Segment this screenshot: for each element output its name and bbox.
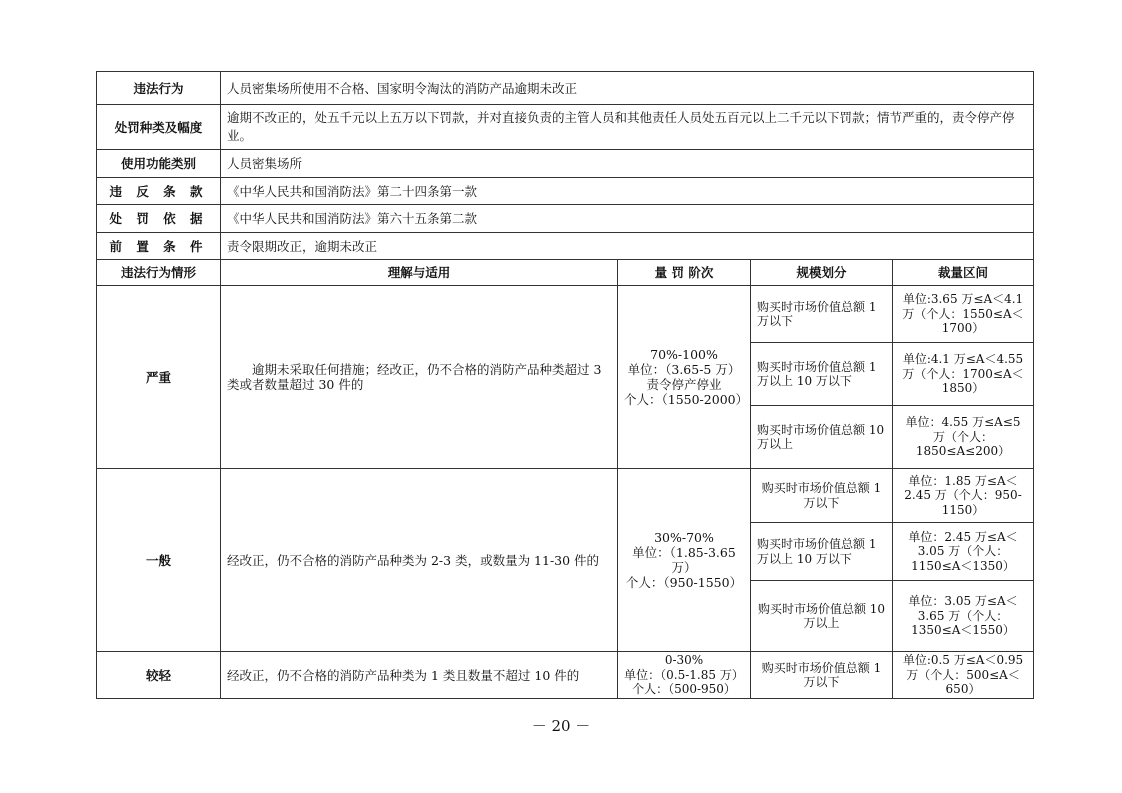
scale-cell: 购买时市场价值总额 1 万以下 — [751, 286, 893, 343]
header-situation: 违法行为情形 — [97, 260, 221, 286]
info-label: 使用功能类别 — [97, 150, 221, 178]
header-application: 理解与适用 — [221, 260, 618, 286]
info-row — [97, 205, 1034, 233]
info-label: 前 置 条 件 — [97, 233, 221, 260]
penalty-standard-table — [96, 71, 1034, 699]
tier-situation: 严重 — [97, 286, 221, 469]
scale-cell: 购买时市场价值总额 1 万以下 — [751, 469, 893, 523]
range-cell: 单位：4.55 万≤A≤5 万（个人：1850≤A≤200） — [893, 406, 1034, 469]
info-label: 违法行为 — [97, 72, 221, 105]
tier-situation: 较轻 — [97, 652, 221, 699]
info-value: 人员密集场所使用不合格、国家明令淘汰的消防产品逾期未改正 — [221, 72, 1034, 105]
info-value: 责令限期改正，逾期未改正 — [221, 233, 1034, 260]
scale-cell: 购买时市场价值总额 1 万以上 10 万以下 — [751, 523, 893, 581]
range-cell: 单位:3.65 万≤A＜4.1 万（个人：1550≤A＜1700） — [893, 286, 1034, 343]
scale-cell: 购买时市场价值总额 1 万以上 10 万以下 — [751, 343, 893, 406]
info-row — [97, 178, 1034, 205]
tier-penalty: 0-30% 单位：（0.5-1.85 万） 个人：（500-950） — [618, 652, 751, 699]
info-label: 处罚种类及幅度 — [97, 105, 221, 150]
range-cell: 单位：3.05 万≤A＜3.65 万（个人：1350≤A＜1550） — [893, 581, 1034, 652]
table-row — [97, 469, 1034, 523]
scale-cell: 购买时市场价值总额 1 万以下 — [751, 652, 893, 699]
range-cell: 单位：2.45 万≤A＜3.05 万（个人：1150≤A＜1350） — [893, 523, 1034, 581]
info-label: 处 罚 依 据 — [97, 205, 221, 233]
table-row — [97, 286, 1034, 343]
range-cell: 单位：1.85 万≤A＜2.45 万（个人：950-1150） — [893, 469, 1034, 523]
info-label: 违 反 条 款 — [97, 178, 221, 205]
page-number: － 20 － — [531, 717, 591, 735]
tier-situation: 一般 — [97, 469, 221, 652]
scale-cell: 购买时市场价值总额 10 万以上 — [751, 406, 893, 469]
tier-penalty: 70%-100% 单位：（3.65-5 万） 责令停产停业 个人：（1550-2000） — [618, 286, 751, 469]
range-cell: 单位:0.5 万≤A＜0.95 万（个人：500≤A＜650） — [893, 652, 1034, 699]
header-range: 裁量区间 — [893, 260, 1034, 286]
scale-cell: 购买时市场价值总额 10 万以上 — [751, 581, 893, 652]
tier-application: 经改正，仍不合格的消防产品种类为 1 类且数量不超过 10 件的 — [221, 652, 618, 699]
info-value: 人员密集场所 — [221, 150, 1034, 178]
tier-penalty: 30%-70% 单位：（1.85-3.65 万） 个人：（950-1550） — [618, 469, 751, 652]
range-cell: 单位:4.1 万≤A＜4.55 万（个人：1700≤A＜1850） — [893, 343, 1034, 406]
info-row — [97, 233, 1034, 260]
info-row — [97, 72, 1034, 105]
info-value: 逾期不改正的，处五千元以上五万以下罚款，并对直接负责的主管人员和其他责任人员处五百元以上二千元以下罚款；情节严重的，责令停产停业。 — [221, 105, 1034, 150]
tier-application: 逾期未采取任何措施；经改正，仍不合格的消防产品种类超过 3 类或者数量超过 30 件的 — [221, 286, 618, 469]
table-header-row — [97, 260, 1034, 286]
info-value: 《中华人民共和国消防法》第六十五条第二款 — [221, 205, 1034, 233]
header-scale: 规模划分 — [751, 260, 893, 286]
info-value: 《中华人民共和国消防法》第二十四条第一款 — [221, 178, 1034, 205]
header-penalty-level: 量 罚 阶次 — [618, 260, 751, 286]
info-row — [97, 150, 1034, 178]
info-row — [97, 105, 1034, 150]
table-row — [97, 652, 1034, 699]
tier-application: 经改正，仍不合格的消防产品种类为 2-3 类，或数量为 11-30 件的 — [221, 469, 618, 652]
